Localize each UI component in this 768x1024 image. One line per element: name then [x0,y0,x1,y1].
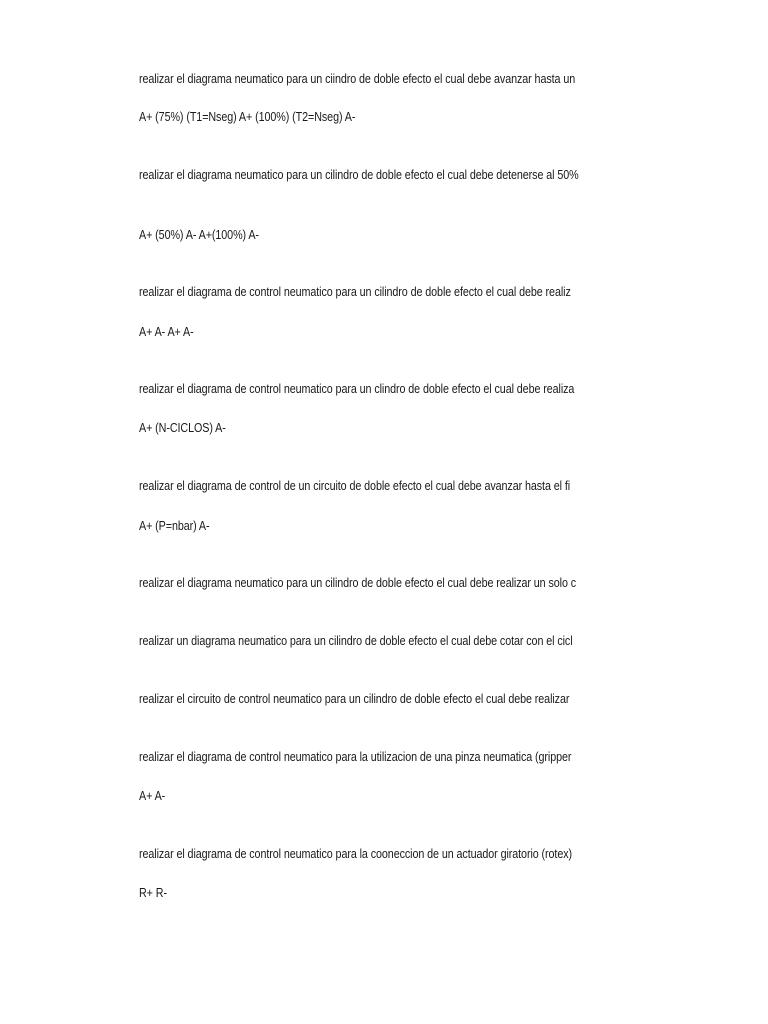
text-line-2 [139,109,658,127]
task-description: realizar el diagrama de control de un circuito de doble efecto el cual debe avanzar hasta el fi [139,479,571,493]
text-line-9 [139,478,658,496]
text-line-16 [139,846,658,864]
task-description: realizar el circuito de control neumatico para un cilindro de doble efecto el cual debe realizar [139,692,570,706]
text-line-6 [139,324,658,342]
sequence-formula: A+ (50%) A- A+(100%) A- [139,228,259,242]
text-line-7 [139,381,658,399]
text-line-12 [139,633,658,651]
text-line-17 [139,885,658,903]
task-description: realizar el diagrama neumatico para un cilindro de doble efecto el cual debe detenerse al 50% [139,168,579,182]
text-line-14 [139,749,658,767]
text-line-15 [139,788,658,806]
text-line-3 [139,167,658,185]
sequence-formula: A+ A- A+ A- [139,325,194,339]
text-line-4 [139,227,658,245]
text-line-8 [139,420,658,438]
sequence-formula: A+ (P=nbar) A- [139,519,210,533]
text-line-11 [139,575,658,593]
text-line-1 [139,71,658,89]
sequence-formula: A+ A- [139,789,166,803]
text-line-10 [139,518,658,536]
task-description: realizar el diagrama de control neumatico para la utilizacion de una pinza neumatica (gripper [139,750,572,764]
task-description: realizar el diagrama de control neumatico para un clindro de doble efecto el cual debe realiza [139,382,575,396]
task-description: realizar el diagrama neumatico para un ciindro de doble efecto el cual debe avanzar hasta un [139,72,576,86]
text-line-13 [139,691,658,709]
sequence-formula: A+ (75%) (T1=Nseg) A+ (100%) (T2=Nseg) A- [139,110,356,124]
task-description: realizar el diagrama de control neumatico para un cilindro de doble efecto el cual debe realiz [139,285,571,299]
text-line-5 [139,284,658,302]
task-description: realizar el diagrama neumatico para un cilindro de doble efecto el cual debe realizar un solo c [139,576,577,590]
sequence-formula: A+ (N-CICLOS) A- [139,421,226,435]
task-description: realizar un diagrama neumatico para un cilindro de doble efecto el cual debe cotar con el cicl [139,634,573,648]
task-description: realizar el diagrama de control neumatico para la cooneccion de un actuador giratorio (rotex) [139,847,572,861]
sequence-formula: R+ R- [139,886,167,900]
